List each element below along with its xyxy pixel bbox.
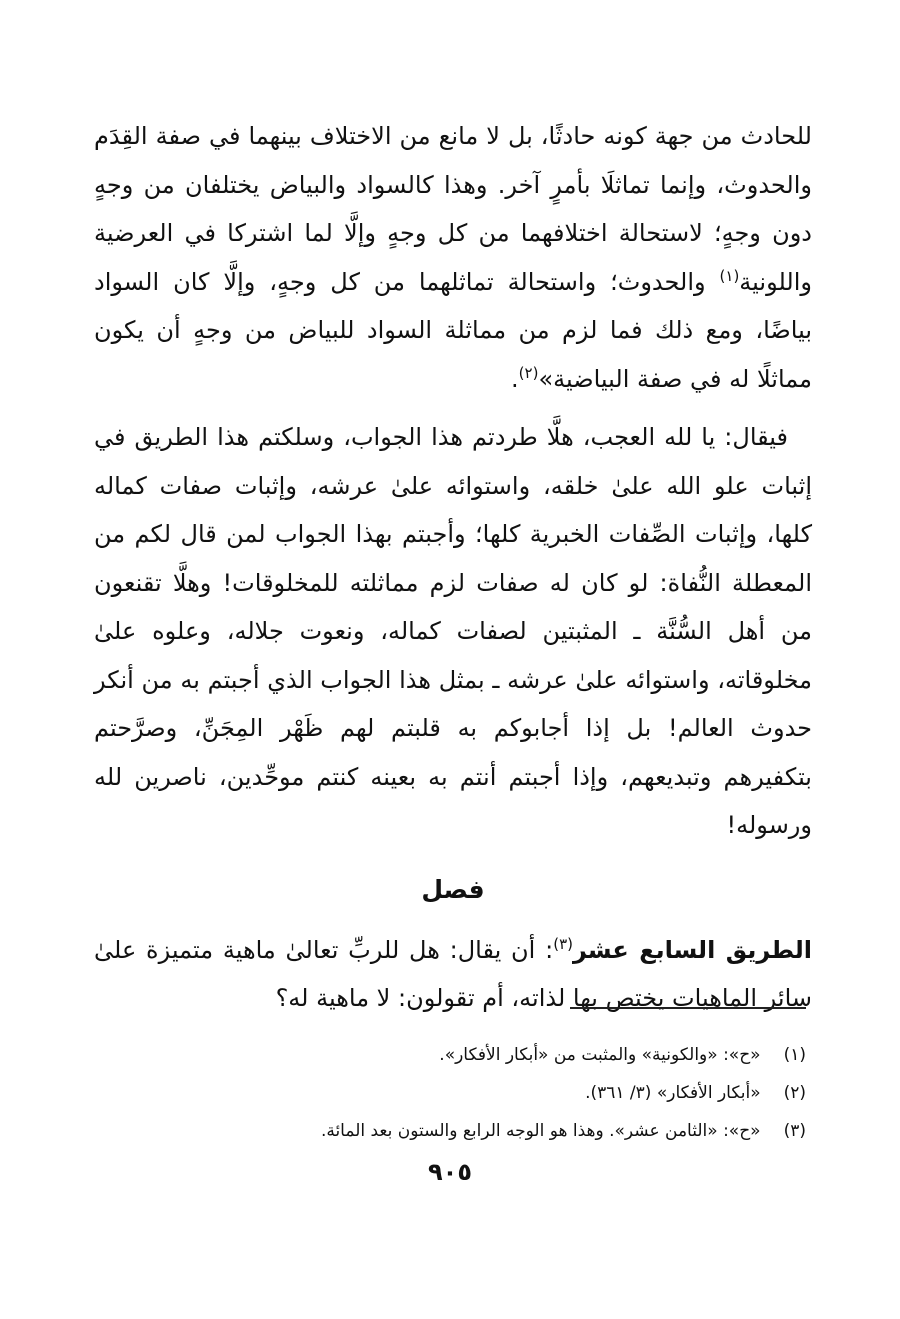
footnote-3-number: (٣)	[783, 1121, 806, 1141]
paragraph-1-text-b: والحدوث؛ واستحالة تماثلهما من كل وجهٍ، وإلَّا كان السواد بياضًا، ومع ذلك فما لزم من مماثلة السواد للبياض من وجهٍ أن يكون مماثلًا له في صفة البياضية»	[94, 267, 812, 393]
paragraph-2: فيقال: يا لله العجب، هلَّا طردتم هذا الجواب، وسلكتم هذا الطريق في إثبات علو الله علىٰ خلقه، واستوائه علىٰ عرشه، وإثبات صفات كماله كلها، وإثبات الصِّفات الخبرية كلها؛ وأجبتم بهذا الجواب لمن قال لكم من المعطلة النُّفاة: لو كان له صفات لزم مماثلته للمخلوقات! وهلَّا تقنعون من أهل السُّنَّة ـ المثبتين لصفات كماله، ونعوت جلاله، وعلوه علىٰ مخلوقاته، واستوائه علىٰ عرشه ـ بمثل هذا الجواب الذي أجبتم به من أنكر حدوث العالم! بل إذا أجابوكم به قلبتم لهم ظَهْر المِجَنِّ، وصرَّحتم بتكفيرهم وتبديعهم، وإذا أجبتم أنتم به بعينه كنتم موحِّدين، ناصرين لله ورسوله!	[94, 423, 812, 839]
footnote-2	[88, 1074, 806, 1112]
footnote-ref-2: (٢)	[518, 363, 539, 382]
footnote-3	[88, 1112, 806, 1150]
paragraph-1-text-c: .	[511, 364, 519, 393]
paragraph-3-lead: الطريق السابع عشر	[572, 935, 812, 964]
page-number: ٩٠٥	[428, 1158, 472, 1186]
footnote-ref-1: (١)	[719, 266, 740, 285]
footnotes	[88, 1036, 806, 1150]
footnote-3-text: «ح»: «الثامن عشر». وهذا هو الوجه الرابع والستون بعد المائة.	[320, 1121, 761, 1141]
footnote-2-number: (٢)	[783, 1083, 806, 1103]
section-title: فصل	[421, 874, 485, 904]
paragraph-1	[94, 112, 812, 403]
footnote-1	[88, 1036, 806, 1074]
paragraph-1-text-a: للحادث من جهة كونه حادثًا، بل لا مانع من الاختلاف بينهما في صفة القِدَم والحدوث، وإنما تماثلَا بأمرٍ آخر. وهذا كالسواد والبياض يختلفان من وجهٍ دون وجهٍ؛ لاستحالة اختلافهما من كل وجهٍ وإلَّا لما اشتركا في العرضية واللونية	[94, 122, 812, 296]
footnote-1-number: (١)	[783, 1045, 806, 1065]
page-body	[94, 112, 812, 1023]
footnote-1-text: «ح»: «والكونية» والمثبت من «أبكار الأفكار».	[439, 1045, 761, 1065]
paragraph-3-text: : أن يقال: هل للربِّ تعالىٰ ماهية متميزة علىٰ سائر الماهيات يختص بها لذاته، أم تقولون: لا ماهية له؟	[94, 935, 812, 1012]
footnote-2-text: «أبكار الأفكار» (٣/ ٣٦١).	[585, 1083, 761, 1103]
footnote-ref-3: (٣)	[553, 934, 573, 953]
footnote-divider	[570, 1007, 806, 1009]
